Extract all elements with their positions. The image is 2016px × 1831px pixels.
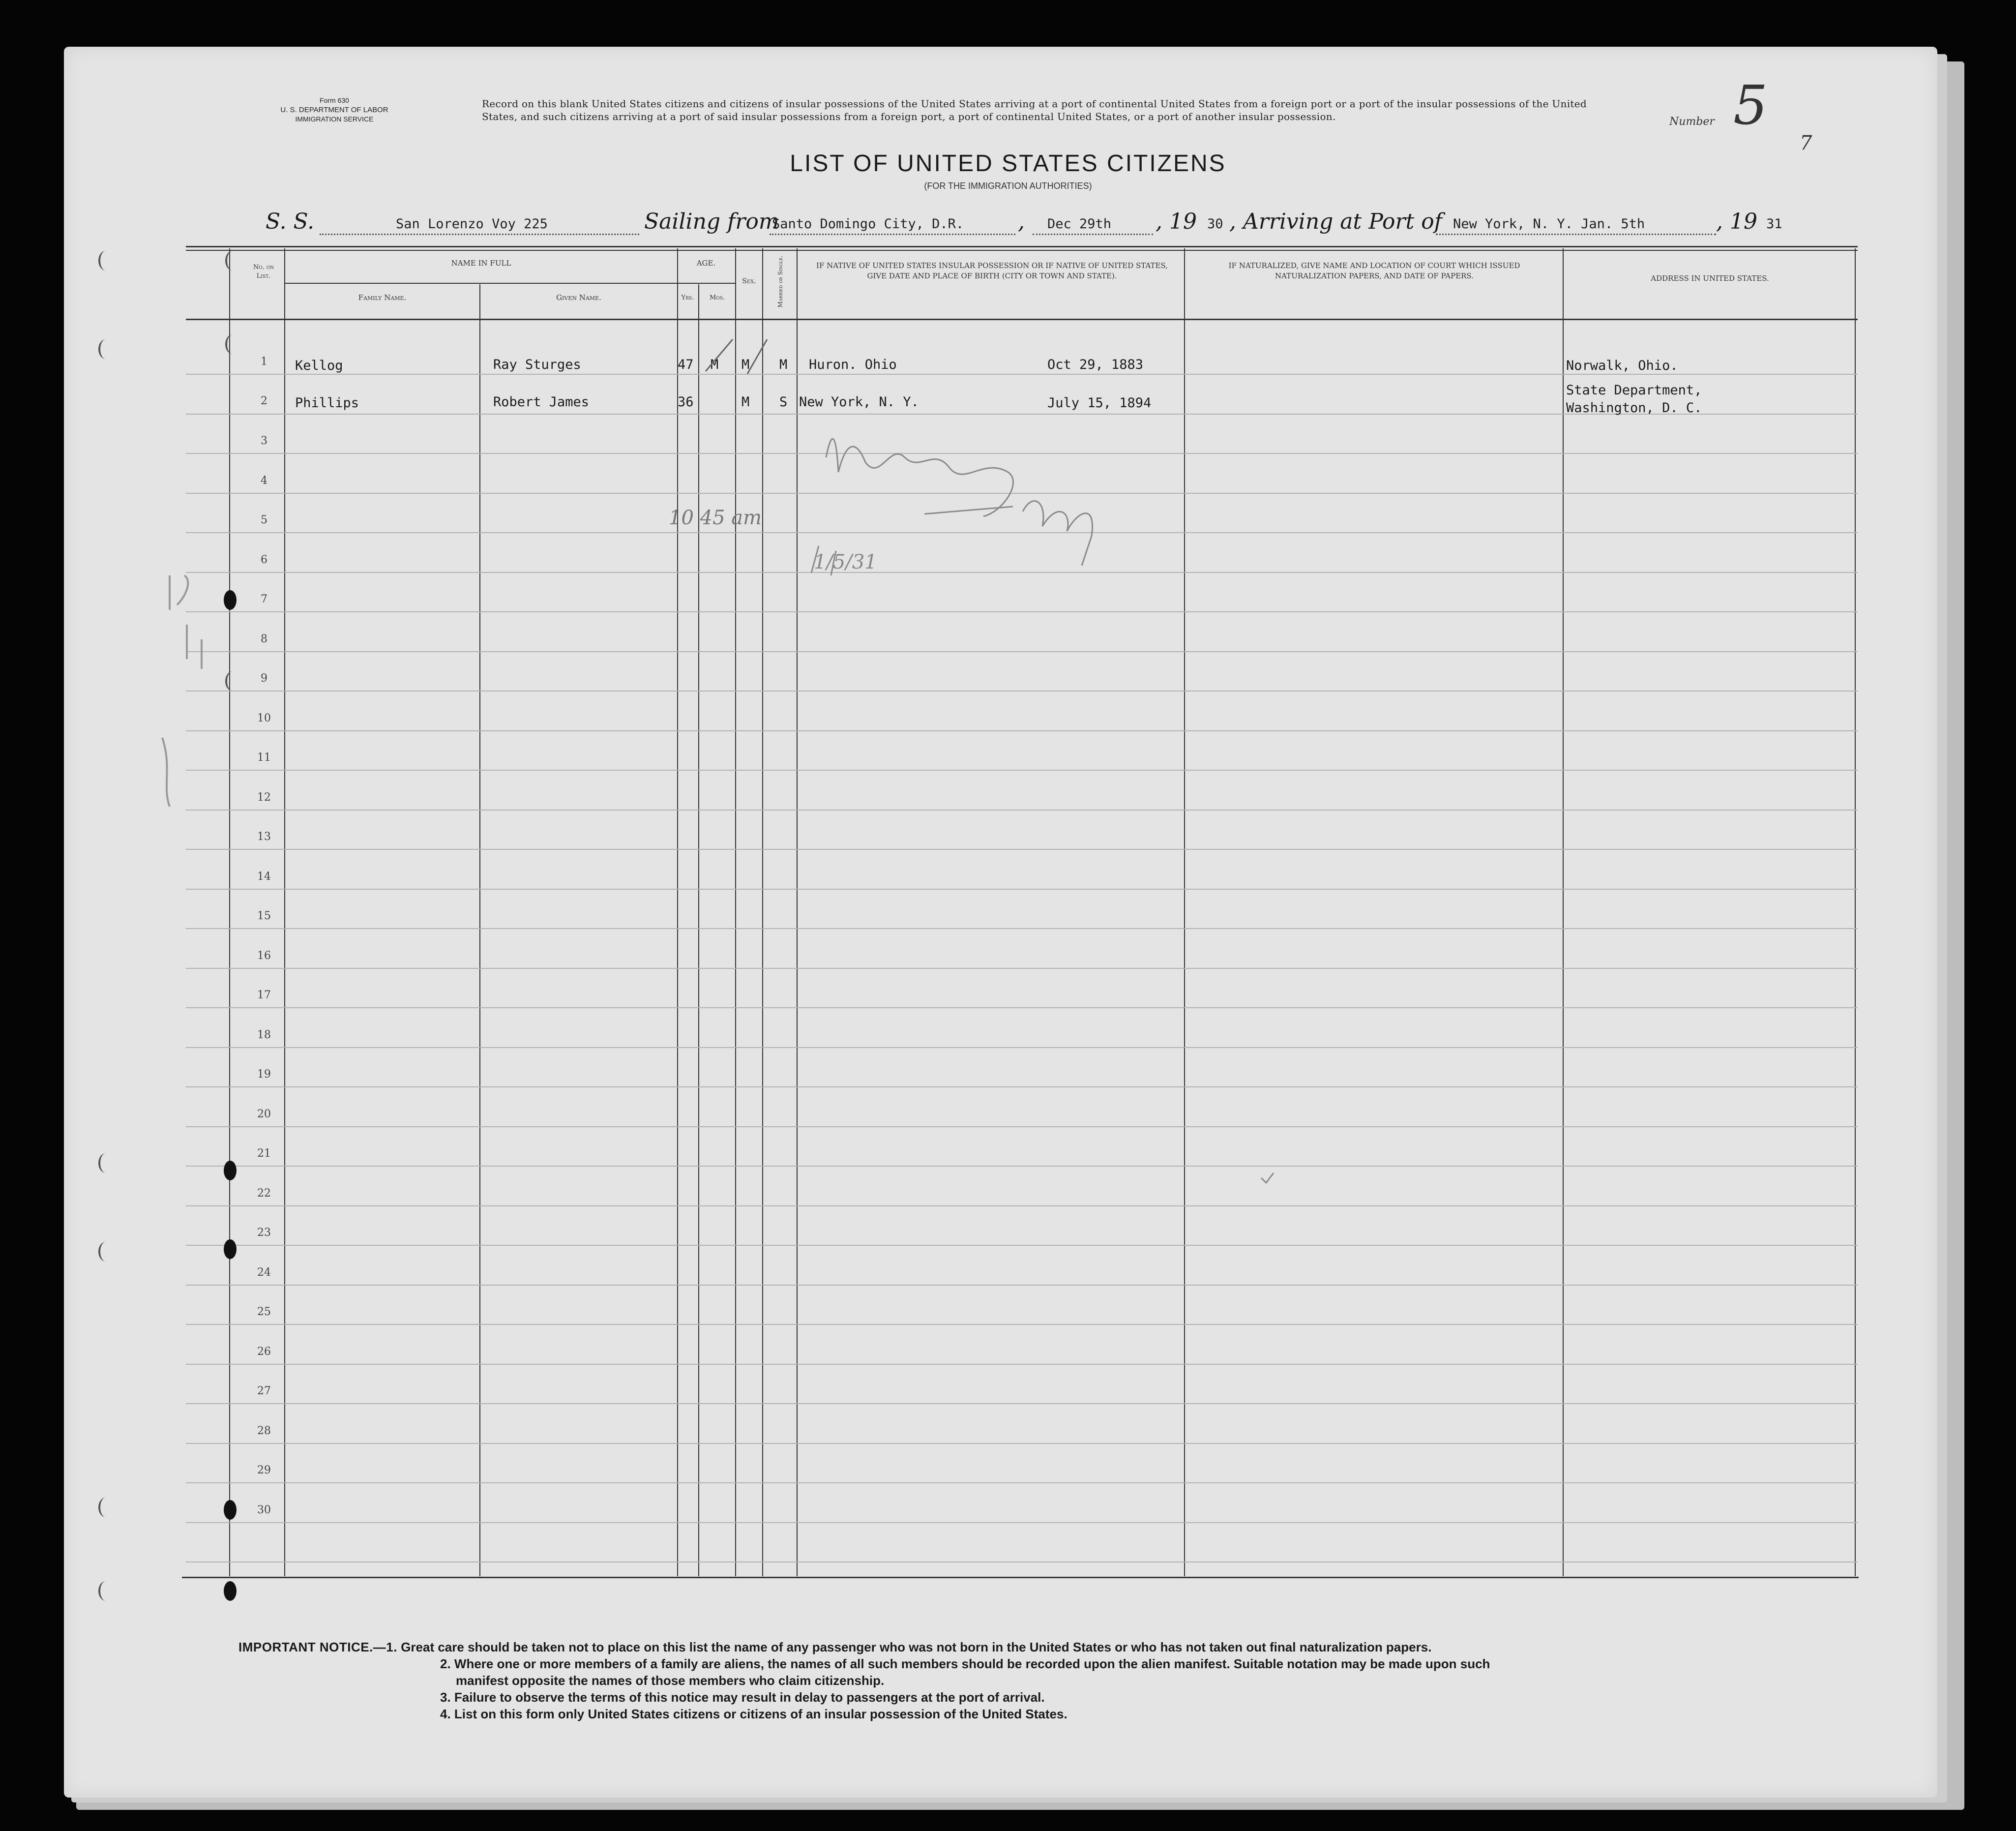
row-number: 11 xyxy=(257,751,271,764)
row-rule xyxy=(186,1324,1858,1325)
sex: M xyxy=(741,394,750,410)
row-number: 25 xyxy=(257,1306,271,1318)
row-number: 15 xyxy=(257,910,271,922)
form-header-block xyxy=(231,96,438,124)
number-sub: 7 xyxy=(1800,132,1812,154)
binder-mark xyxy=(225,334,240,354)
date-fill-line xyxy=(1033,234,1153,235)
binder-mark xyxy=(225,251,240,270)
notice-item-4: 4. List on this form only United States citizens or citizens of an insular possession of the United States. xyxy=(440,1707,1067,1721)
row-rule xyxy=(186,1403,1858,1404)
row-number: 24 xyxy=(257,1266,271,1279)
row-rule xyxy=(186,1126,1858,1127)
given-name: Robert James xyxy=(493,394,590,410)
age-months: M xyxy=(711,357,719,372)
port-fill-line xyxy=(1436,234,1716,235)
important-notice xyxy=(238,1639,1861,1722)
header-name-in-full: NAME IN FULL xyxy=(451,259,511,268)
col-divider-sex xyxy=(762,248,763,1576)
notice-item-2b: manifest opposite the names of those members who claim citizenship. xyxy=(456,1673,885,1688)
sailing-label: Sailing from xyxy=(644,209,779,234)
row-rule xyxy=(186,968,1858,969)
table-top-border xyxy=(186,246,1858,247)
binder-mark xyxy=(98,1498,113,1517)
form-number: Form 630 xyxy=(320,96,349,104)
header-sex: Sex. xyxy=(742,277,756,285)
ship-fill-line xyxy=(320,234,639,235)
row-rule xyxy=(186,1522,1858,1523)
birth-place: New York, N. Y. xyxy=(799,394,919,410)
row-rule xyxy=(186,690,1858,691)
name-subheader-line xyxy=(285,283,679,284)
marital-status: M xyxy=(779,357,788,372)
table-bottom-border xyxy=(182,1577,1859,1578)
row-rule xyxy=(186,1364,1858,1365)
year-prefix-2: , 19 xyxy=(1716,209,1757,234)
birth-date: July 15, 1894 xyxy=(1047,395,1152,411)
year-prefix: , 19 xyxy=(1156,209,1197,234)
col-divider-birth xyxy=(1184,248,1185,1576)
birth-place: Huron. Ohio xyxy=(809,357,897,372)
col-divider-naturalized xyxy=(1563,248,1564,1576)
row-rule xyxy=(186,770,1858,771)
header-family-name: Family Name. xyxy=(358,293,407,302)
header-birth: IF NATIVE OF UNITED STATES INSULAR POSSESSION OR IF NATIVE OF UNITED STATES, GIVE DATE AND PLACE OF BIRTH (CITY OR TOWN AND STATE). xyxy=(816,261,1168,280)
arriving-label: , Arriving at Port of xyxy=(1229,209,1442,234)
ss-label: S. S. xyxy=(266,209,315,234)
sailing-from: Santo Domingo City, D.R. xyxy=(772,216,964,232)
service-name: IMMIGRATION SERVICE xyxy=(295,115,374,123)
sex: M xyxy=(741,357,750,372)
page-subtitle: (FOR THE IMMIGRATION AUTHORITIES) xyxy=(924,181,1092,191)
binder-mark xyxy=(98,339,113,359)
age-years: 36 xyxy=(678,394,694,410)
binder-mark xyxy=(98,1242,113,1261)
row-number: 8 xyxy=(261,633,267,645)
header-mos: Mos. xyxy=(710,294,725,301)
punch-hole xyxy=(224,1500,237,1520)
header-given-name: Given Name. xyxy=(556,293,601,302)
notice-item-1: Great care should be taken not to place on this list the name of any passenger who was not born in the United States or who has not taken out final naturalization papers. xyxy=(401,1640,1432,1654)
punch-hole xyxy=(224,590,237,610)
header-age: AGE. xyxy=(696,259,716,268)
punch-hole xyxy=(224,1161,237,1180)
row-rule xyxy=(186,493,1858,494)
row-number: 19 xyxy=(257,1068,271,1081)
address-line-2: Washington, D. C. xyxy=(1566,400,1702,416)
row-number: 7 xyxy=(261,593,267,605)
row-number: 10 xyxy=(257,712,271,724)
row-rule xyxy=(186,1245,1858,1246)
age-subheader-line xyxy=(677,283,735,284)
punch-hole xyxy=(224,1239,237,1259)
row-number: 13 xyxy=(257,831,271,843)
row-rule xyxy=(186,730,1858,731)
row-number: 22 xyxy=(257,1187,271,1200)
row-number: 16 xyxy=(257,950,271,962)
row-number: 2 xyxy=(261,395,267,407)
from-sep: , xyxy=(1018,209,1025,234)
row-rule xyxy=(186,1285,1858,1286)
row-rule xyxy=(186,889,1858,890)
number-label: Number xyxy=(1669,116,1715,128)
row-number: 6 xyxy=(261,554,267,566)
date-annotation: 1/5/31 xyxy=(814,551,877,573)
row-rule xyxy=(186,374,1858,375)
department-name: U. S. DEPARTMENT OF LABOR xyxy=(280,106,388,114)
binder-mark xyxy=(98,251,113,270)
col-divider-yrs xyxy=(698,284,699,1576)
row-rule xyxy=(186,1205,1858,1206)
row-number: 26 xyxy=(257,1346,271,1358)
row-number: 27 xyxy=(257,1385,271,1397)
row-rule xyxy=(186,611,1858,612)
row-number: 29 xyxy=(257,1464,271,1476)
given-name: Ray Sturges xyxy=(493,357,581,372)
row-rule xyxy=(186,532,1858,533)
age-years: 47 xyxy=(678,357,694,372)
notice-item-2a: 2. Where one or more members of a family are aliens, the names of all such members should be recorded upon the alien manifest. Suitable notation may be made upon such xyxy=(440,1656,1490,1671)
notice-lead: IMPORTANT NOTICE.—1. xyxy=(238,1640,397,1654)
row-rule xyxy=(186,1166,1858,1167)
row-number: 23 xyxy=(257,1227,271,1239)
family-name: Kellog xyxy=(295,358,343,373)
row-rule xyxy=(186,651,1858,652)
col-divider-no xyxy=(229,248,230,1576)
header-bottom-border xyxy=(186,319,1858,320)
row-rule xyxy=(186,1047,1858,1048)
row-number: 9 xyxy=(261,672,267,685)
row-number: 5 xyxy=(261,514,267,526)
number-mark: 5 xyxy=(1733,74,1768,137)
header-address: ADDRESS IN UNITED STATES. xyxy=(1651,274,1769,283)
address-line-1: State Department, xyxy=(1566,383,1702,398)
binder-mark xyxy=(225,671,240,691)
col-divider-given xyxy=(677,248,678,1576)
from-fill-line xyxy=(770,234,1015,235)
binder-mark xyxy=(98,1581,113,1601)
family-name: Phillips xyxy=(295,395,359,411)
row-number: 14 xyxy=(257,870,271,883)
address-line-1: Norwalk, Ohio. xyxy=(1566,358,1678,373)
row-rule xyxy=(186,849,1858,850)
row-rule xyxy=(186,572,1858,573)
binder-mark xyxy=(98,1153,113,1173)
row-number: 18 xyxy=(257,1029,271,1041)
header-yrs: Yrs. xyxy=(681,294,694,301)
row-rule xyxy=(186,1482,1858,1483)
row-number: 1 xyxy=(261,356,267,368)
page-title: LIST OF UNITED STATES CITIZENS xyxy=(790,150,1226,177)
header-married-or-single: Married or Single. xyxy=(777,255,784,308)
row-rule xyxy=(186,928,1858,929)
row-number: 4 xyxy=(261,475,267,487)
header-naturalized: IF NATURALIZED, GIVE NAME AND LOCATION OF COURT WHICH ISSUED NATURALIZATION PAPERS, AND DATE OF PAPERS. xyxy=(1228,261,1520,280)
row-number: 28 xyxy=(257,1425,271,1437)
punch-hole xyxy=(224,1581,237,1601)
row-rule xyxy=(186,1443,1858,1444)
col-divider-mos xyxy=(735,248,736,1576)
sailing-date: Dec 29th xyxy=(1047,216,1112,232)
row-number: 30 xyxy=(257,1504,271,1516)
col-divider-address xyxy=(1855,248,1856,1576)
header-no-on-list: No. on List. xyxy=(253,264,274,280)
row-rule xyxy=(186,453,1858,454)
arrival-port: New York, N. Y. Jan. 5th xyxy=(1453,216,1645,232)
row-number: 17 xyxy=(257,989,271,1001)
birth-date: Oct 29, 1883 xyxy=(1047,357,1144,372)
manifest-page xyxy=(64,47,1937,1798)
time-annotation: 10 45 am xyxy=(669,507,762,529)
table-top-border-2 xyxy=(186,250,1858,251)
record-instructions: Record on this blank United States citizens and citizens of insular possessions of the United States arriving at a port of continental United States from a foreign port or a port of the insular possessions of the United States, and such citizens arriving at a port of said insular possessions from a foreign port, a port of continental United States, or a port of another insular possession. xyxy=(482,98,1587,122)
marital-status: S xyxy=(779,394,788,410)
sailing-year: 30 xyxy=(1207,216,1223,232)
row-rule xyxy=(186,1086,1858,1087)
row-number: 3 xyxy=(261,435,267,447)
row-number: 21 xyxy=(257,1147,271,1160)
row-number: 12 xyxy=(257,791,271,804)
row-rule xyxy=(186,1007,1858,1008)
notice-item-3: 3. Failure to observe the terms of this notice may result in delay to passengers at the port of arrival. xyxy=(440,1690,1045,1705)
row-rule xyxy=(186,1561,1858,1562)
ship-name: San Lorenzo Voy 225 xyxy=(396,216,548,232)
row-number: 20 xyxy=(257,1108,271,1120)
arrival-year: 31 xyxy=(1766,216,1782,232)
col-divider-ms xyxy=(797,248,798,1576)
col-divider-family xyxy=(479,284,480,1576)
